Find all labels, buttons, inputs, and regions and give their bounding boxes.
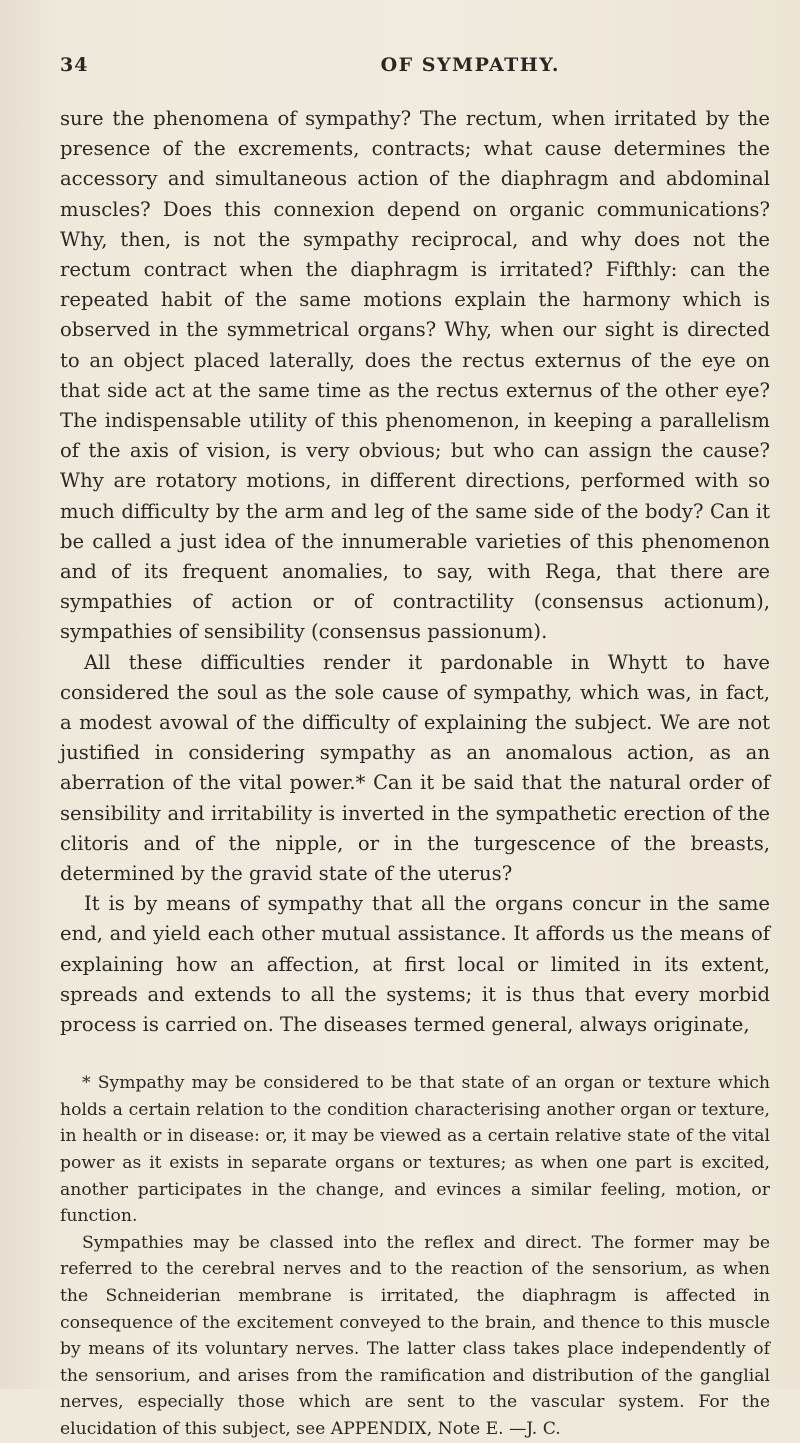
paragraph: All these difficulties render it pardonable in Whytt to have considered the soul as the sole cause of sympathy, which was, in fact, a modest avowal of the difficulty of explaining the subject. We are not justified in considering sympathy as an anomalous action, as an aberration of the vital power.* Can it be said that the natural order of sensibility and irritability is inverted in the sympathetic erection of the clitoris and of the nipple, or in the turgescence of the breasts, determined by the gravid state of the uterus? [60,650,770,886]
footnote-paragraph: Sympathies may be classed into the reflex and direct. The former may be referred to the cerebral nerves and to the reaction of the sensorium, as when the Schneiderian membrane is irritated, the diaphragm is affected in consequence of the excitement conveyed to the brain, and thence to this muscle by means of its voluntary nerves. The latter class takes place independently of the sensorium, and arises from the ramification and distribution of the ganglial nerves, especially those which are sent to the vascular system. For the elucidation of this subject, see APPENDIX, Note E. —J. C. [60,1232,770,1440]
page-number: 34 [60,54,89,76]
main-text [60,104,770,1040]
paragraph: sure the phenomena of sympathy? The rectum, when irritated by the presence of the excrements, contracts; what cause determines the accessory and simultaneous action of the diaphragm and abdominal muscles? Does this connexion depend on organic communications? Why, then, is not the sympathy reciprocal, and why does not the rectum contract when the diaphragm is irritated? Fifthly: can the repeated habit of the same motions explain the harmony which is observed in the symmetrical organs? Why, when our sight is directed to an object placed laterally, does the rectus externus of the eye on that side act at the same time as the rectus externus of the other eye? The indispensable utility of this phenomenon, in keeping a parallelism of the axis of vision, is very obvious; but who can assign the cause? Why are rotatory motions, in different directions, performed with so much difficulty by the arm and leg of the same side of the body? Can it be called a just idea of the innumerable varieties of this phenomenon and of its frequent anomalies, to say, with Rega, that there are sympathies of action or of contractility (consensus actionum), sympathies of sensibility (consensus passionum). [60,107,770,644]
paragraph: It is by means of sympathy that all the organs concur in the same end, and yield each other mutual assistance. It affords us the means of explaining how an affection, at first local or limited in its extent, spreads and extends to all the systems; it is thus that every morbid process is carried on. The diseases termed general, always originate, [60,892,770,1037]
running-title: OF SYMPATHY. [380,54,560,76]
footnote [60,1070,770,1442]
running-head [60,54,560,76]
footnote-paragraph: * Sympathy may be considered to be that state of an organ or texture which holds a certain relation to the condition characterising another organ or texture, in health or in disease: or, it may be viewed as a certain relative state of the vital power as it exists in separate organs or textures; as when one part is excited, another participates in the change, and evinces a similar feeling, motion, or function. [60,1073,770,1227]
footnote-separator [60,1040,770,1070]
